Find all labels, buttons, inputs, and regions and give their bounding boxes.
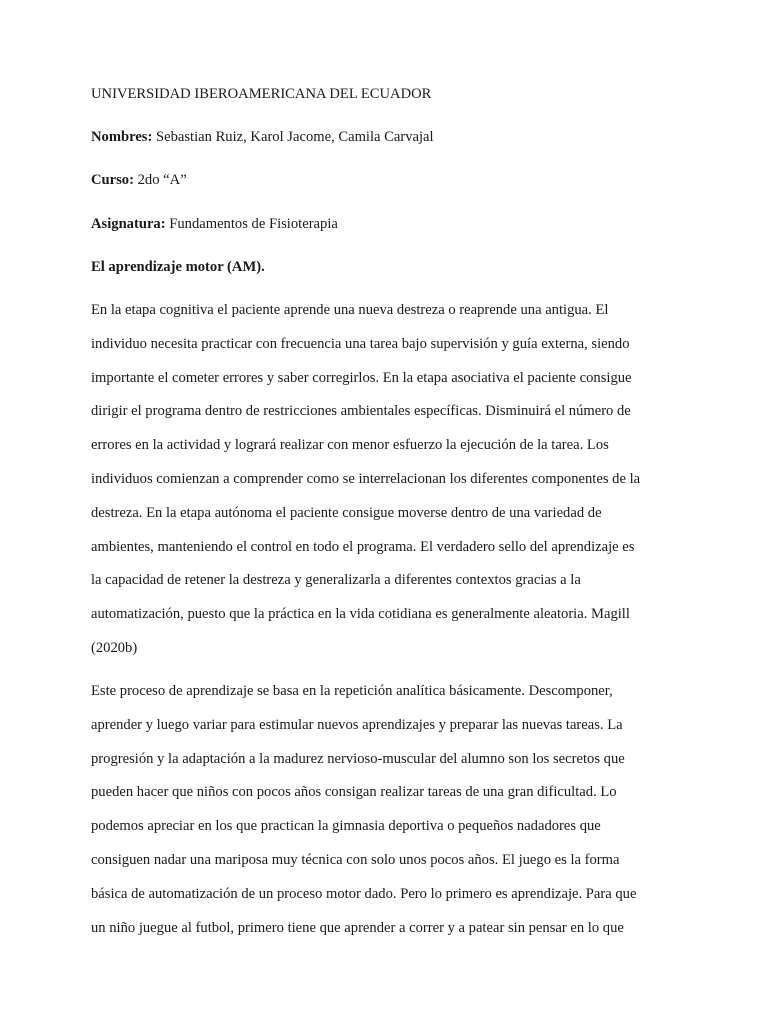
field-nombres xyxy=(91,121,691,155)
text-line: un niño juegue al futbol, primero tiene que aprender a correr y a patear sin pensar en lo que xyxy=(91,919,624,936)
text-line: progresión y la adaptación a la madurez nervioso-muscular del alumno son los secretos que xyxy=(91,750,625,767)
field-label: Asignatura: xyxy=(91,215,166,232)
text-line: ambientes, manteniendo el control en todo el programa. El verdadero sello del aprendizaje es xyxy=(91,538,635,555)
text-line: errores en la actividad y logrará realizar con menor esfuerzo la ejecución de la tarea. Los xyxy=(91,437,609,454)
field-asignatura xyxy=(91,208,691,242)
paragraph-1 xyxy=(91,294,691,666)
university-name: UNIVERSIDAD IBEROAMERICANA DEL ECUADOR xyxy=(91,86,432,102)
text-line: (2020b) xyxy=(91,639,138,656)
text-line: Este proceso de aprendizaje se basa en la repetición analítica básicamente. Descomponer, xyxy=(91,683,613,700)
text-line: aprender y luego variar para estimular nuevos aprendizajes y preparar las nuevas tareas. La xyxy=(91,716,623,733)
field-label: Nombres: xyxy=(91,129,153,146)
text-line: importante el cometer errores y saber corregirlos. En la etapa asociativa el paciente consigue xyxy=(91,369,632,386)
field-value: Fundamentos de Fisioterapia xyxy=(165,215,338,232)
text-line: individuos comienzan a comprender como se interrelacionan los diferentes componentes de la xyxy=(91,470,641,487)
field-curso xyxy=(91,164,691,198)
text-line: básica de automatización de un proceso motor dado. Pero lo primero es aprendizaje. Para que xyxy=(91,885,637,902)
section-heading: El aprendizaje motor (AM). xyxy=(91,258,265,275)
text-line: destreza. En la etapa autónoma el paciente consigue moverse dentro de una variedad de xyxy=(91,504,602,521)
field-label: Curso: xyxy=(91,172,134,189)
text-line: En la etapa cognitiva el paciente aprende una nueva destreza o reaprende una antigua. El xyxy=(91,301,609,318)
text-line: individuo necesita practicar con frecuencia una tarea bajo supervisión y guía externa, siendo xyxy=(91,335,630,352)
text-line: consiguen nadar una mariposa muy técnica con solo unos pocos años. El juego es la forma xyxy=(91,852,620,869)
text-line: la capacidad de retener la destreza y generalizarla a diferentes contextos gracias a la xyxy=(91,572,581,589)
paragraph-2 xyxy=(91,675,691,945)
text-line: pueden hacer que niños con pocos años consigan realizar tareas de una gran dificultad. Lo xyxy=(91,784,617,801)
document-page xyxy=(91,78,691,955)
text-line: dirigir el programa dentro de restricciones ambientales específicas. Disminuirá el número de xyxy=(91,403,631,420)
field-value: 2do “A” xyxy=(133,172,187,189)
text-line: automatización, puesto que la práctica en la vida cotidiana es generalmente aleatoria. Magill xyxy=(91,606,630,623)
field-value: Sebastian Ruiz, Karol Jacome, Camila Carvajal xyxy=(152,129,434,146)
text-line: podemos apreciar en los que practican la gimnasia deportiva o pequeños nadadores que xyxy=(91,818,601,835)
